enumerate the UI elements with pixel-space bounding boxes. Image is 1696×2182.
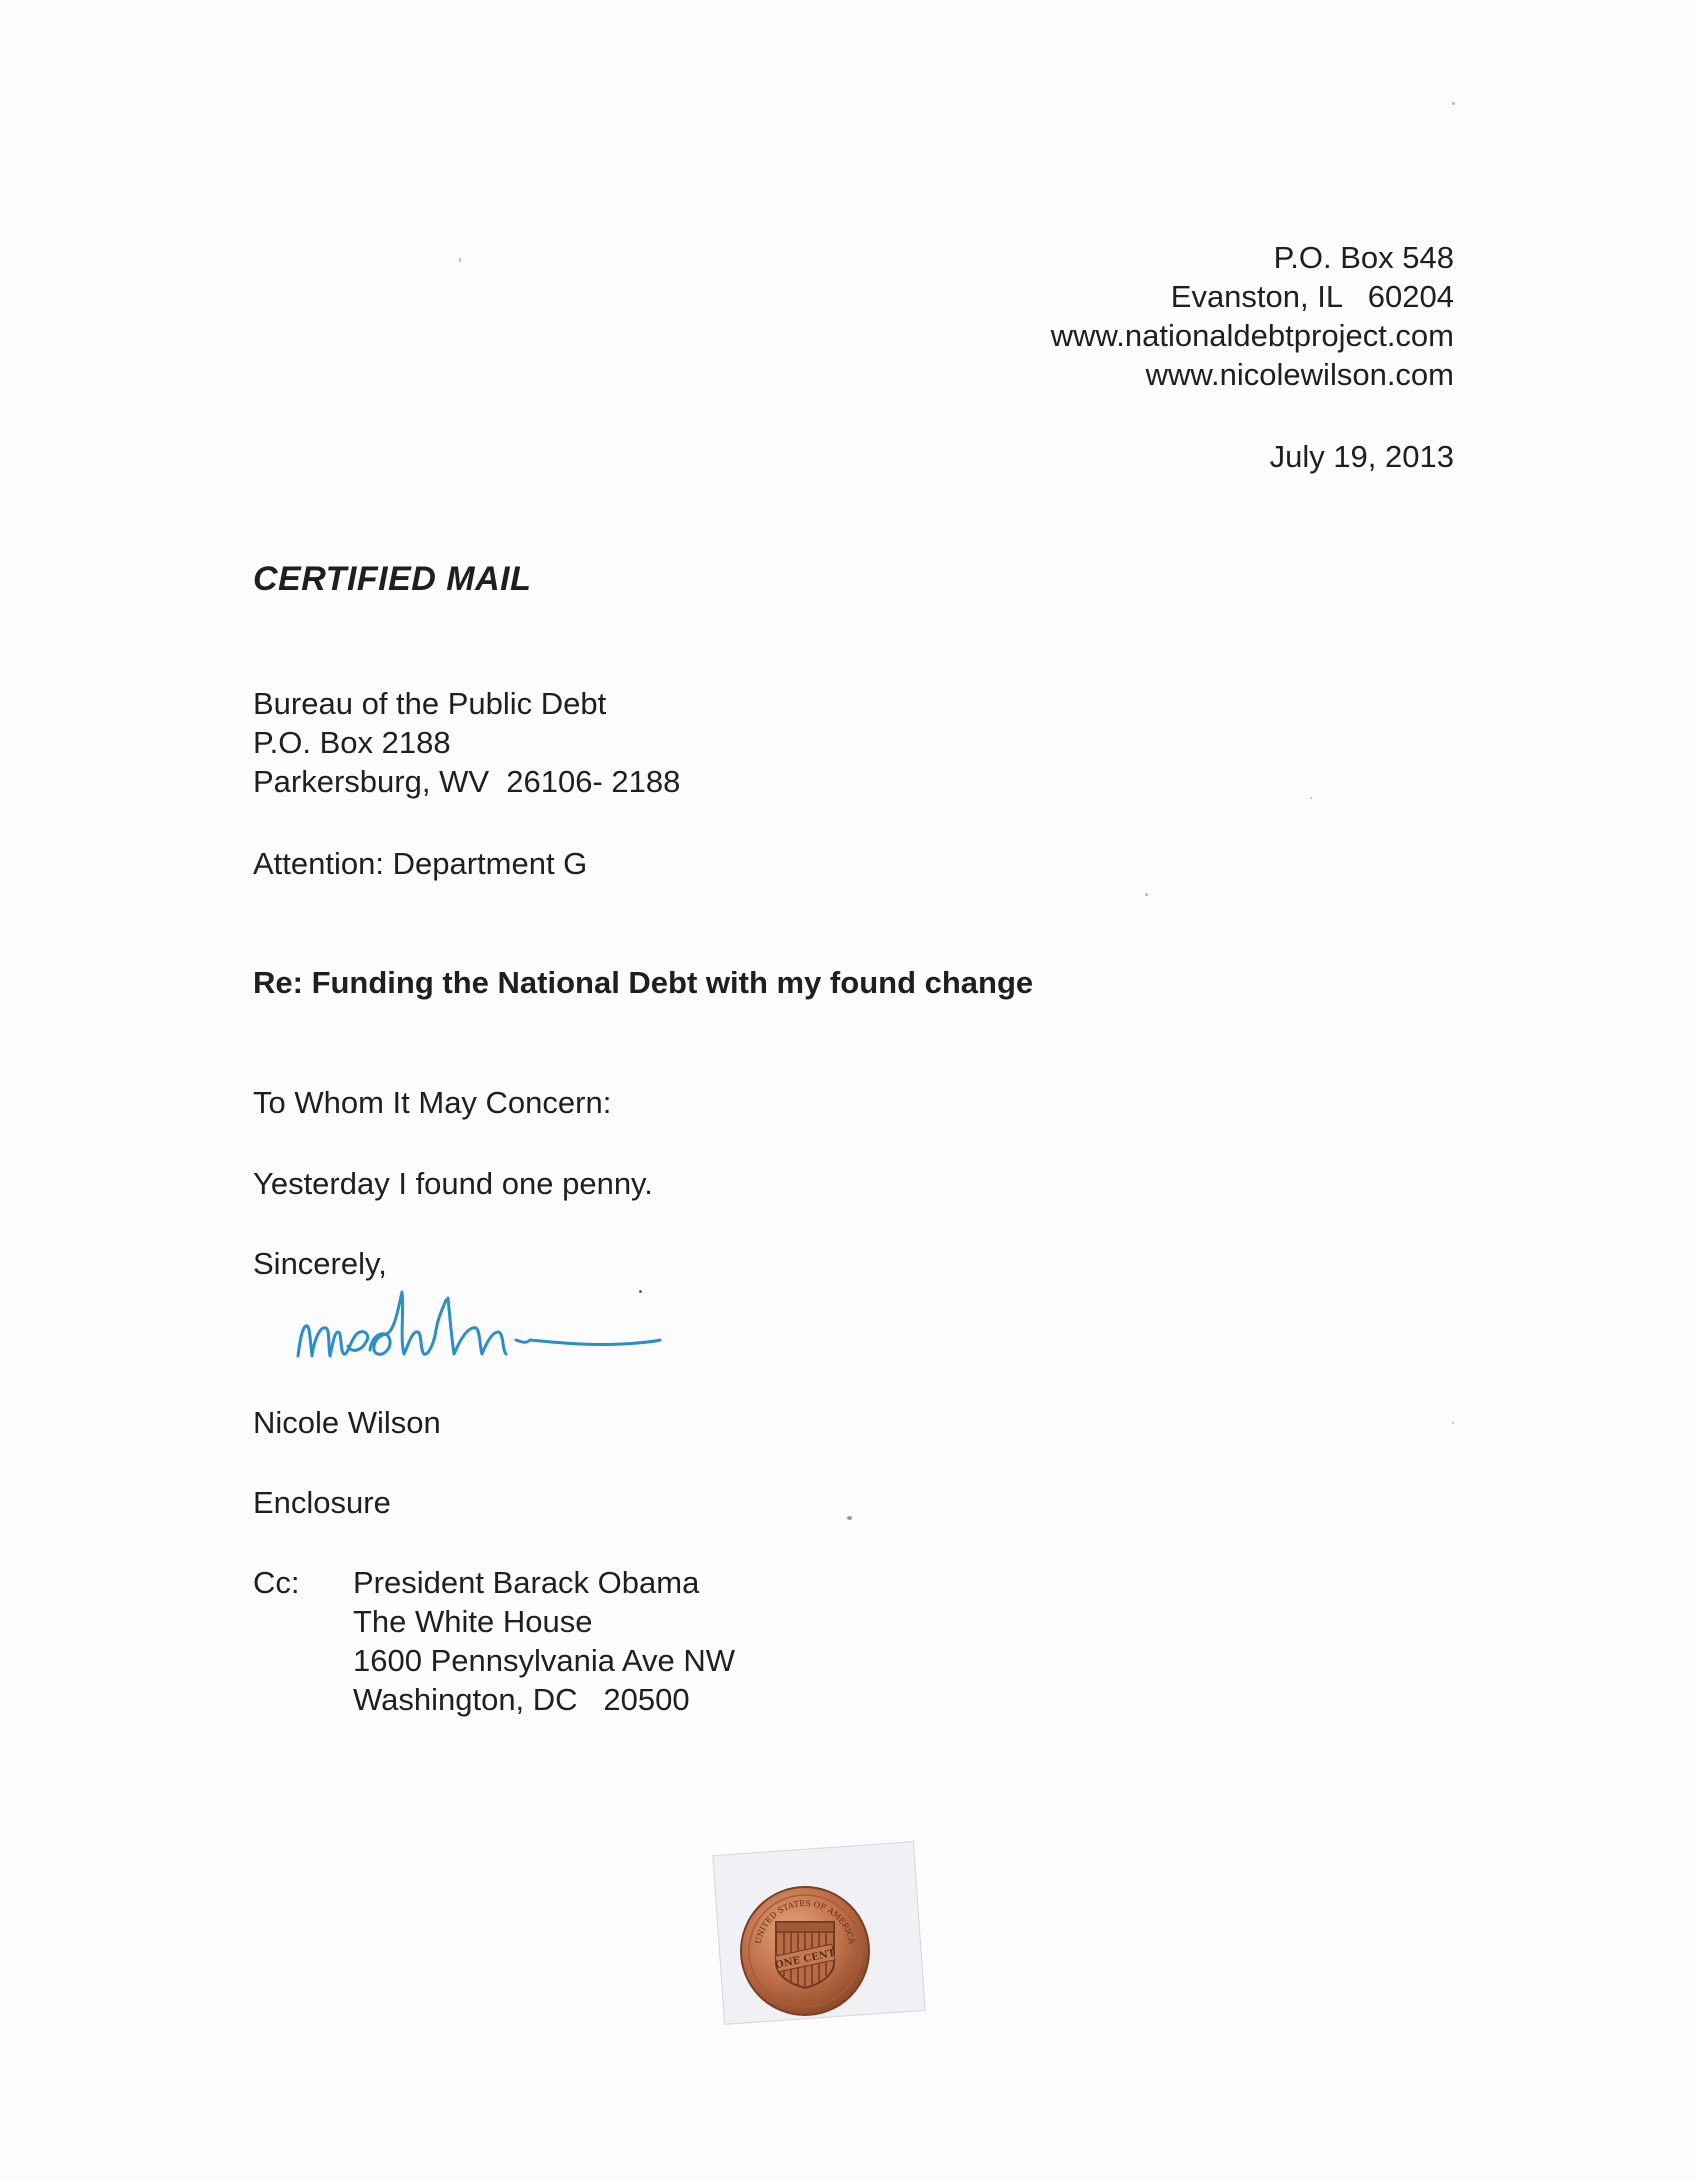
cc-address-line: The White House bbox=[353, 1604, 593, 1639]
salutation: To Whom It May Concern: bbox=[253, 1085, 612, 1120]
signer-name: Nicole Wilson bbox=[253, 1405, 441, 1440]
sender-website: www.nationaldebtproject.com bbox=[1050, 318, 1454, 353]
recipient-address-line: P.O. Box 2188 bbox=[253, 725, 451, 760]
signature-stroke bbox=[298, 1292, 660, 1356]
cc-address-line: Washington, DC 20500 bbox=[353, 1682, 690, 1717]
recipient-address bbox=[253, 684, 680, 801]
scan-speck bbox=[847, 1516, 852, 1520]
cc-recipient-name: President Barack Obama bbox=[353, 1565, 700, 1600]
mail-class-heading: CERTIFIED MAIL bbox=[253, 560, 532, 598]
enclosure-note: Enclosure bbox=[253, 1485, 391, 1520]
cc-recipient bbox=[353, 1563, 735, 1719]
recipient-address-line: Parkersburg, WV 26106- 2188 bbox=[253, 764, 681, 799]
sender-address-line: P.O. Box 548 bbox=[1273, 240, 1454, 275]
letter-body: Yesterday I found one penny. bbox=[253, 1166, 653, 1201]
penny-coin bbox=[738, 1884, 872, 2018]
cc-label: Cc: bbox=[253, 1565, 300, 1600]
sender-address-line: Evanston, IL 60204 bbox=[1170, 279, 1454, 314]
sender-address bbox=[1051, 238, 1454, 394]
recipient-name: Bureau of the Public Debt bbox=[253, 686, 607, 721]
scan-speck bbox=[459, 258, 461, 262]
coin-denomination: ONE CENT bbox=[774, 1947, 837, 1972]
shield-chief bbox=[776, 1922, 834, 1932]
scan-speck bbox=[1452, 102, 1455, 105]
scan-speck bbox=[1452, 1422, 1454, 1424]
cc-address-line: 1600 Pennsylvania Ave NW bbox=[353, 1643, 735, 1678]
handwritten-signature bbox=[290, 1270, 710, 1380]
scan-speck bbox=[1310, 797, 1312, 799]
coin-top-text: UNITED STATES OF AMERICA bbox=[753, 1898, 857, 1945]
scan-speck bbox=[1145, 893, 1148, 896]
letter-date: July 19, 2013 bbox=[1269, 439, 1454, 474]
subject-line: Re: Funding the National Debt with my found change bbox=[253, 965, 1034, 1000]
attention-line: Attention: Department G bbox=[253, 846, 588, 881]
closing: Sincerely, bbox=[253, 1246, 387, 1281]
sender-website: www.nicolewilson.com bbox=[1145, 357, 1454, 392]
